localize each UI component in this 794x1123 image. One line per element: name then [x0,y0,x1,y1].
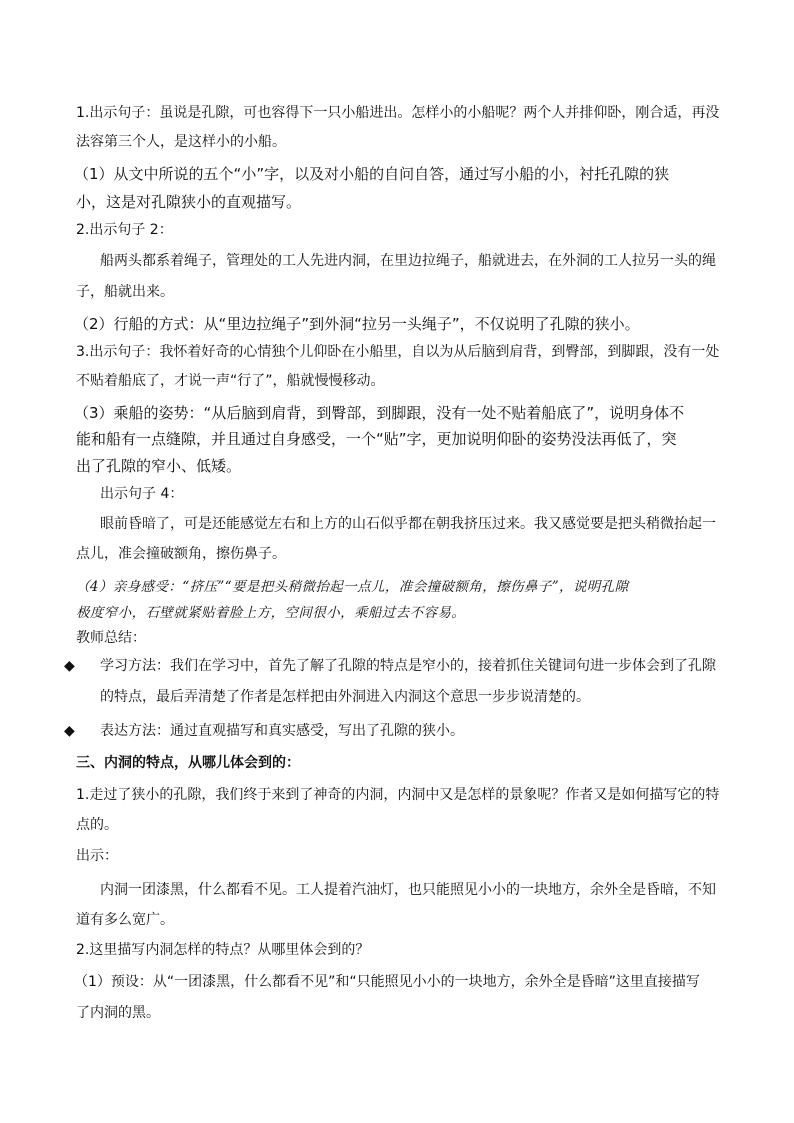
inner-cave-quote-line-2: 道有多么宽广。 [76,912,174,928]
sentence-1-line-2: 法容第三个人，是这样小的小船。 [76,134,286,150]
inner-cave-quote-line-1: 内洞一团漆黑，什么都看不见。工人提着汽油灯，也只能照见小小的一块地方，余外全是昏暗，不知 [100,882,716,898]
analysis-2: （2）行船的方式：从“里边拉绳子”到外洞“拉另一头绳子”，不仅说明了孔隙的狭小。 [74,315,640,333]
quote-2-line-1: 船两头都系着绳子，管理处的工人先进内洞，在里边拉绳子，船就进去，在外洞的工人拉另一头的绳 [100,253,716,269]
preset-line-1: （1）预设：从“一团漆黑，什么都看不见”和“只能照见小小的一块地方，余外全是昏暗”这里直接描写 [74,974,700,990]
bullet-diamond-icon: ◆ [64,658,75,674]
learning-method-line-2: 的特点，最后弄清楚了作者是怎样把由外洞进入内洞这个意思一步步说清楚的。 [100,689,590,705]
analysis-4-line-2: 极度窄小，石壁就紧贴着脸上方，空间很小，乘船过去不容易。 [76,605,466,621]
quote-4-line-2: 点儿，准会撞破额角，擦伤鼻子。 [76,546,286,562]
teacher-summary-heading: 教师总结： [76,630,146,646]
analysis-3-line-3: 出了孔隙的窄小、低矮。 [76,457,242,475]
expression-method: 表达方法：通过直观描写和真实感受，写出了孔隙的狭小。 [100,723,464,739]
inner-cave-q1-line-2: 点的。 [76,817,118,833]
sentence-3-line-1: 3.出示句子：我怀着好奇的心情独个儿仰卧在小船里，自以为从后脑到肩背，到臀部，到脚跟，没有一处 [76,344,720,360]
learning-method-line-1: 学习方法：我们在学习中，首先了解了孔隙的特点是窄小的，接着抓住关键词句进一步体会到了孔隙 [100,658,716,674]
sentence-1-line-1: 1.出示句子：虽说是孔隙，可也容得下一只小船进出。怎样小的小船呢？两个人并排仰卧，刚合适，再没 [76,105,720,121]
show-label: 出示： [76,848,118,864]
analysis-4-line-1: （4）亲身感受：“挤压”“要是把头稍微抬起一点儿，准会撞破额角，擦伤鼻子”，说明孔隙 [76,579,629,595]
quote-4-line-1: 眼前昏暗了，可是还能感觉左右和上方的山石似乎都在朝我挤压过来。我又感觉要是把头稍微抬起一 [100,516,716,532]
sentence-3-line-2: 不贴着船底了，才说一声“行了”，船就慢慢移动。 [76,373,385,389]
analysis-1-line-2: 小，这是对孔隙狭小的直观描写。 [76,193,302,211]
inner-cave-q2: 2.这里描写内洞怎样的特点？从哪里体会到的？ [76,942,370,958]
analysis-3-line-1: （3）乘船的姿势：“从后脑到肩背，到臀部，到脚跟，没有一处不贴着船底了”，说明身体不 [74,404,685,422]
sentence-4-heading: 出示句子 4： [100,486,184,502]
analysis-1-line-1: （1）从文中所说的五个“小”字，以及对小船的自问自答，通过写小船的小，衬托孔隙的狭 [74,165,670,183]
analysis-3-line-2: 能和船有一点缝隙，并且通过自身感受，一个“贴”字，更加说明仰卧的姿势没法再低了，突 [76,430,677,448]
section-3-heading: 三、内洞的特点，从哪儿体会到的： [76,755,300,771]
bullet-diamond-icon: ◆ [64,723,75,739]
quote-2-line-2: 子，船就出来。 [76,284,174,300]
preset-line-2: 了内洞的黑。 [76,1005,160,1021]
inner-cave-q1-line-1: 1.走过了狭小的孔隙，我们终于来到了神奇的内洞，内洞中又是怎样的景象呢？作者又是如何描写它的特 [76,787,720,803]
sentence-2-heading: 2.出示句子 2： [76,222,173,238]
